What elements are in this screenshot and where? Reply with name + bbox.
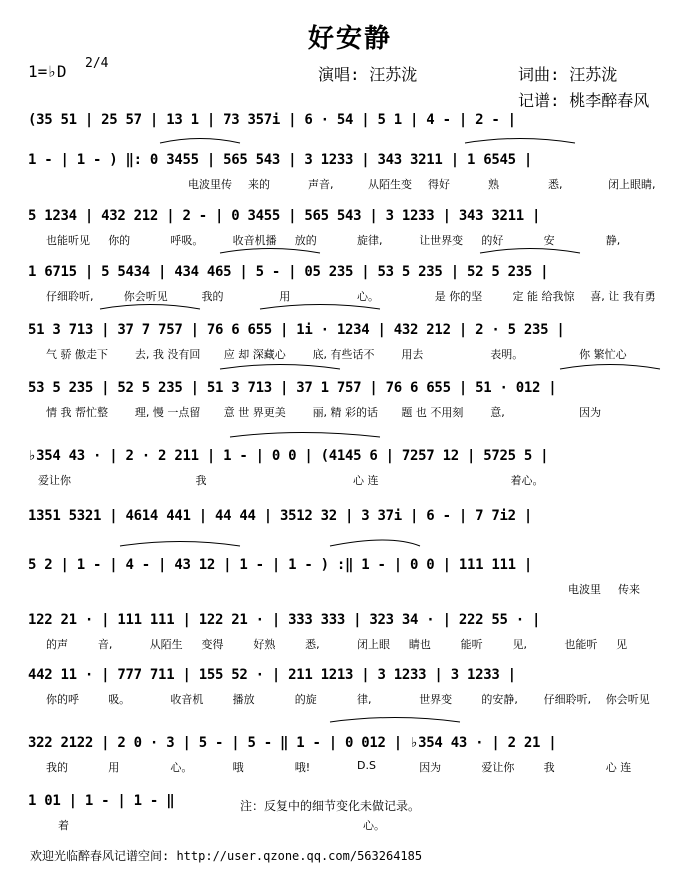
lyric-text: 心 连 [605,761,632,774]
lyric-text: 从陌生 [149,638,183,651]
lyric-text: 仔细聆听, [543,693,592,706]
lyric-text: 我的 [201,290,224,303]
lyric-text: 哦! [294,761,311,774]
key-signature: 1=♭D [28,62,67,81]
lyric-text: 变得 [201,638,224,651]
lyric-text: 声音, [308,178,334,191]
lyric-text: 旋律, [357,234,383,247]
lyric-text: 心。 [363,819,385,832]
lyric-text: 情 我 帮忙整 [46,406,108,419]
lyric-text: 表明。 [490,348,524,361]
lyric-text: 吸。 [108,693,131,706]
lyric-text: 应 却 深藏心 [223,348,286,361]
notation-row: 1 - | 1 - ) ‖: 0 3455 | 565 543 | 3 1233 | 343 3211 | 1 6545 | [28,152,532,168]
footnote: 注：反复中的细节变化未做记录。 [240,799,421,813]
lyric-text: 见, [512,638,527,651]
notation-row: 5 2 | 1 - | 4 - | 43 12 | 1 - | 1 - ) :‖ 1 - | 0 0 | 111 111 | [28,557,532,573]
lyric-text: 丽, 精 彩的话 [312,406,379,419]
lyric-text: 理, 慢 一点留 [134,406,201,419]
lyric-text: 静, [605,234,621,247]
notation-row: 1 01 | 1 - | 1 - ‖ [28,793,175,809]
lyric-text: 意 世 界更美 [223,406,286,419]
lyric-text: 爱让你 [481,761,515,774]
lyric-row [28,232,678,248]
lyric-text: 律, [357,693,372,706]
lyric-text: 电波里 [568,583,601,596]
singer-credit: 演唱: 汪苏泷 [318,65,418,84]
lyric-text: 音, [97,638,113,651]
lyric-text: 得好 [428,178,450,191]
lyric-text: 气 骄 傲走下 [46,348,108,361]
time-signature: 2/4 [85,56,109,71]
lyric-text: 我 [543,761,555,774]
lyric-text: 来的 [248,178,270,191]
lyric-row [28,759,678,775]
lyric-text: 见 [616,638,628,651]
lyric-text: 安 [543,234,555,247]
lyric-text: 让世界变 [419,234,464,247]
lyric-text: 传来 [618,583,640,596]
lyric-text: 用 [108,761,120,774]
notation-row: 322 2122 | 2 0 · 3 | 5 - | 5 - ‖ 1 - | 0 012 | ♭354 43 · | 2 21 | [28,735,557,751]
lyric-text: 呼吸。 [170,234,204,247]
transcriber-credit: 记谱: 桃李醉春风 [518,91,650,110]
lyric-text: 因为 [419,761,442,774]
song-title: 好安静 [307,24,392,54]
lyric-row [28,346,678,362]
lyric-text: 爱让你 [38,474,71,487]
lyric-text: 的旋 [294,693,317,706]
lyric-text: 我的 [46,761,68,774]
lyric-row [28,817,678,833]
lyric-text: 熟 [488,178,499,191]
lyric-text: 意, [490,406,505,419]
lyric-row [28,691,678,707]
lyric-text: 用去 [401,348,424,361]
lyric-text: 仔细聆听, [46,290,94,303]
notation-row: ♭354 43 · | 2 · 2 211 | 1 - | 0 0 | (4145 6 | 7257 12 | 5725 5 | [28,448,549,464]
lyric-text: 也能听 [564,638,598,651]
lyric-text: 去, 我 没有回 [134,348,201,361]
lyric-text: 题 也 不用刻 [401,406,464,419]
lyric-text: D.S [357,759,376,772]
lyric-text: 心 连 [353,474,379,487]
lyric-text: 从陌生变 [368,178,412,191]
lyric-row [28,404,678,420]
lyric-text: 你的呼 [46,693,79,706]
lyric-text: 电波里传 [188,178,232,191]
lyric-text: 的安静, [481,693,518,706]
lyric-text: 你 繁忙心 [579,348,627,361]
lyric-text: 你的 [108,234,131,247]
lyric-text: 用 [279,290,291,303]
notation-row: 5 1234 | 432 212 | 2 - | 0 3455 | 565 543 | 3 1233 | 343 3211 | [28,208,541,224]
lyric-row [28,581,678,597]
notation-row: 122 21 · | 111 111 | 122 21 · | 333 333 | 323 34 · | 222 55 · | [28,612,541,628]
lyric-text: 收音机播 [232,234,277,247]
lyric-text: 着 [58,819,69,832]
lyric-row [28,288,678,304]
lyric-text: 因为 [579,406,602,419]
lyric-row [28,636,678,652]
lyric-text: 心。 [170,761,193,774]
lyric-text: 睛也 [408,638,431,651]
lyric-text: 也能听见 [46,234,90,247]
notation-row: (35 51 | 25 57 | 13 1 | 73 357i | 6 · 54 | 5 1 | 4 - | 2 - | [28,112,516,128]
lyric-text: 喜, 让 我有勇 [590,290,656,303]
lyric-row [28,472,678,488]
notation-row: 1 6715 | 5 5434 | 434 465 | 5 - | 05 235 | 53 5 235 | 52 5 235 | [28,264,549,280]
lyric-text: 闭上眼 [357,638,390,651]
footer-credit: 欢迎光临醉春风记谱空间: http://user.qzone.qq.com/563264185 [30,849,423,863]
lyric-row [28,176,678,192]
lyric-text: 世界变 [419,693,453,706]
notation-row: 442 11 · | 777 711 | 155 52 · | 211 1213 | 3 1233 | 3 1233 | [28,667,516,683]
lyric-text: 你会听见 [605,693,650,706]
lyric-text: 的好 [481,234,504,247]
lyric-text: 好熟 [253,638,276,651]
lyric-text: 悉, [548,178,563,191]
lyric-text: 放的 [294,234,317,247]
lyric-text: 能听 [460,638,483,651]
lyric-text: 我 [195,474,207,487]
lyric-text: 你会听见 [123,290,168,303]
lyric-text: 底, 有些话不 [312,348,375,361]
lyric-text: 闭上眼睛, [608,178,656,191]
lyric-text: 定 能 给我惊 [512,290,575,303]
composer-credit: 词曲: 汪苏泷 [518,65,618,84]
lyric-text: 是 你的坚 [434,290,483,303]
lyric-text: 悉, [305,638,320,651]
lyric-text: 心。 [357,290,379,303]
lyric-text: 播放 [232,693,255,706]
lyric-text: 着心。 [510,474,544,487]
notation-row: 1351 5321 | 4614 441 | 44 44 | 3512 32 | 3 37i | 6 - | 7 7i2 | [28,508,532,524]
lyric-text: 哦 [232,761,244,774]
notation-row: 51 3 713 | 37 7 757 | 76 6 655 | 1i · 1234 | 432 212 | 2 · 5 235 | [28,322,565,338]
lyric-text: 的声 [46,638,68,651]
lyric-text: 收音机 [170,693,204,706]
notation-row: 53 5 235 | 52 5 235 | 51 3 713 | 37 1 757 | 76 6 655 | 51 · 012 | [28,380,557,396]
